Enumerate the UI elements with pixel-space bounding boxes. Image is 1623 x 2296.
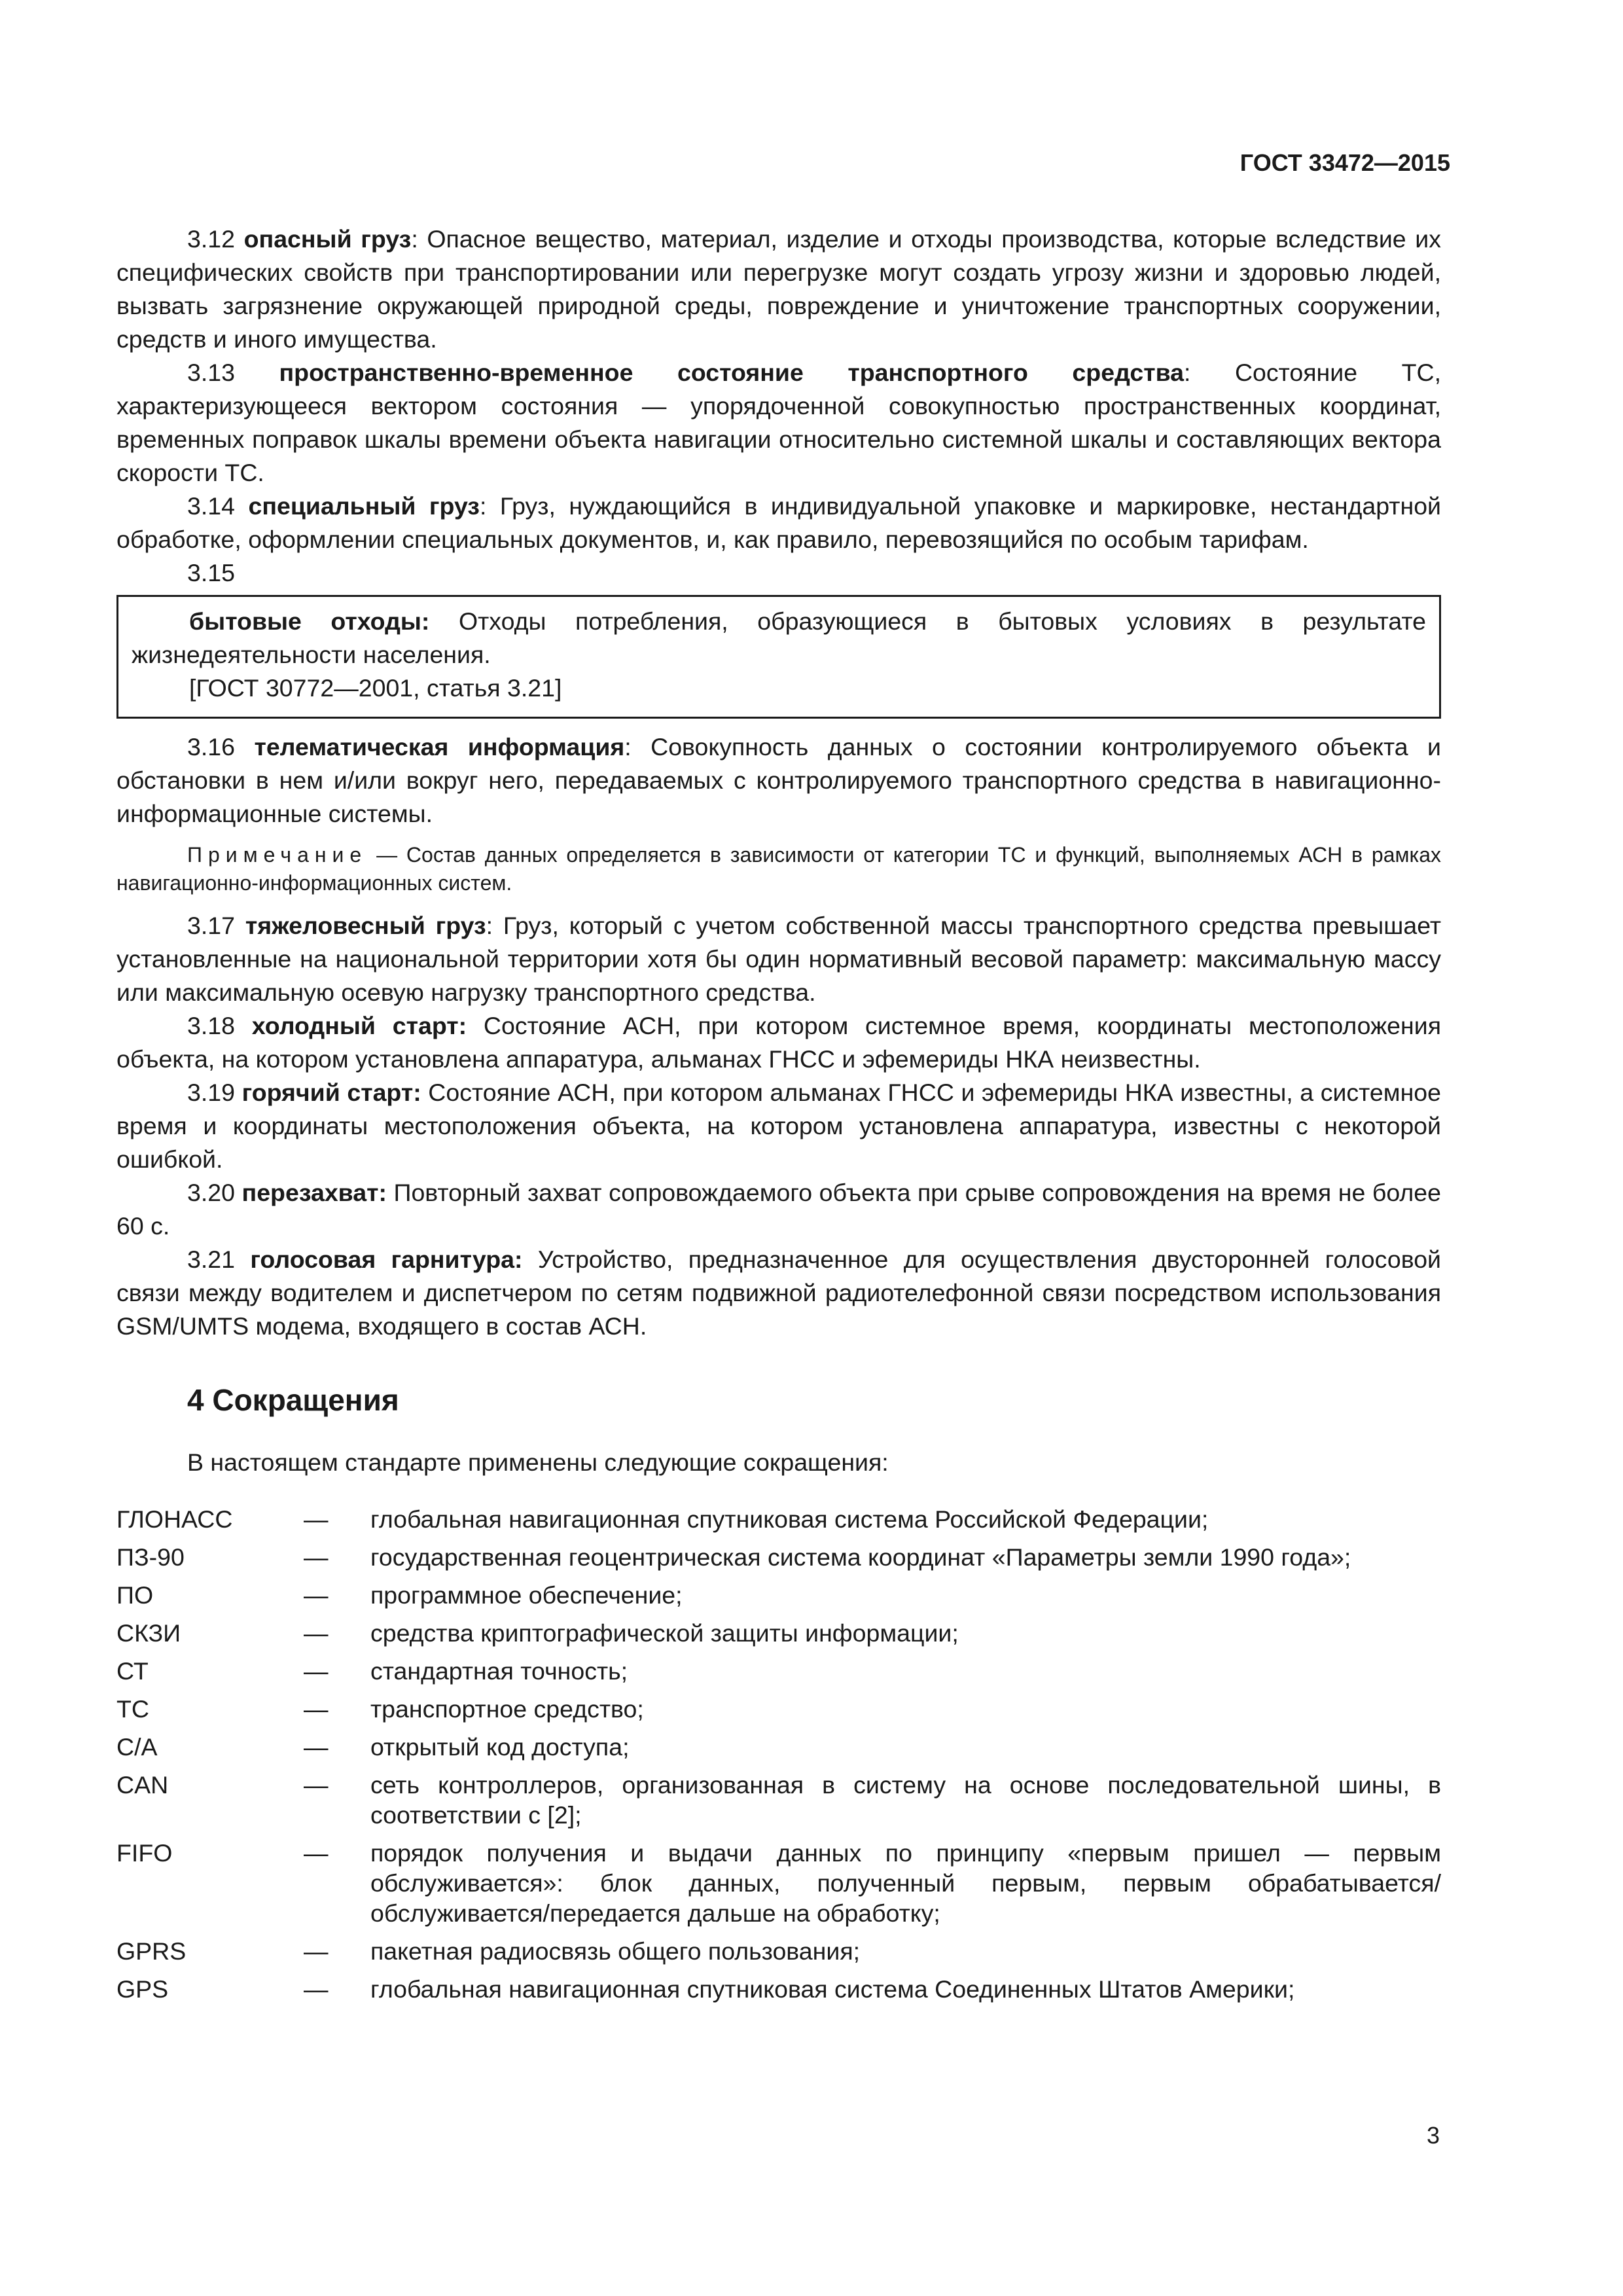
abbreviation: СТ bbox=[116, 1657, 149, 1685]
term-text: Состояние АСН, при котором альманах ГНСС и эфемериды НКА известны, а системное время и координаты местоположения объекта, на котором установлена аппаратура, известны с некоторой ошибкой. bbox=[116, 1079, 1441, 1173]
term-definition bbox=[116, 356, 1441, 490]
term-text: Груз, который с учетом собственной массы транспортного средства превышает установленные на национальной территории хотя бы один нормативный весовой параметр: максимальную массу или максимальную осевую нагрузку транспортного средства. bbox=[116, 912, 1441, 1006]
abbreviation-definition: сеть контроллеров, организованная в систему на основе последовательной шины, в соответствии с [2]; bbox=[370, 1771, 1441, 1829]
term-title: голосовая гарнитура: bbox=[250, 1246, 523, 1273]
term-title: холодный старт: bbox=[251, 1012, 467, 1039]
term-separator: : bbox=[479, 492, 487, 520]
abbreviation: FIFO bbox=[116, 1839, 173, 1867]
abbreviation-dash: — bbox=[304, 1733, 329, 1761]
term-definition-3-15 bbox=[132, 605, 1426, 672]
abbreviation: CAN bbox=[116, 1771, 169, 1799]
abbreviation: СКЗИ bbox=[116, 1619, 181, 1647]
section-title: 4 Сокращения bbox=[187, 1383, 399, 1417]
term-title: телематическая информация bbox=[254, 733, 625, 761]
abbreviation-dash: — bbox=[304, 1505, 329, 1533]
term-definition bbox=[116, 1009, 1441, 1076]
note bbox=[116, 841, 1441, 897]
note-label: Примечание bbox=[187, 843, 368, 867]
abbreviation: GPRS bbox=[116, 1937, 187, 1965]
term-title: специальный груз bbox=[248, 492, 480, 520]
term-separator: : bbox=[1184, 359, 1191, 386]
term-separator: : bbox=[624, 733, 632, 761]
term-definition bbox=[116, 909, 1441, 1009]
term-text: Устройство, предназначенное для осуществления двусторонней голосовой связи между водителем и диспетчером по сетям подвижной радиотелефонной связи посредством использования GSM/UMTS модема, входящего в состав АСН. bbox=[116, 1246, 1441, 1340]
term-definition bbox=[116, 223, 1441, 356]
term-text: Состояние АСН, при котором системное время, координаты местоположения объекта, на котором установлена аппаратура, альманах ГНСС и эфемериды НКА неизвестны. bbox=[116, 1012, 1441, 1073]
term-definition-3-16 bbox=[116, 730, 1441, 831]
term-number: 3.13 bbox=[187, 359, 235, 386]
abbreviation-row bbox=[116, 1838, 1441, 1928]
term-number: 3.19 bbox=[187, 1079, 235, 1106]
terms-group-a bbox=[116, 223, 1441, 556]
term-separator: : bbox=[486, 912, 493, 939]
term-text: Опасное вещество, материал, изделие и отходы производства, которые вследствие их специфических свойств при транспортировании или перегрузке могут создать угрозу жизни и здоровью людей, вызвать загрязнение окружающей природной среды, повреждение и уничтожение транспортных сооружении, средств и иного имущества. bbox=[116, 225, 1441, 353]
abbreviation-definition: средства криптографической защиты информации; bbox=[370, 1619, 959, 1647]
term-title: тяжеловесный груз bbox=[245, 912, 486, 939]
term-definition bbox=[116, 1076, 1441, 1176]
abbreviation-dash: — bbox=[304, 1839, 329, 1867]
abbreviation-dash: — bbox=[304, 1695, 329, 1723]
abbreviation-dash: — bbox=[304, 1657, 329, 1685]
abbreviation-definition: глобальная навигационная спутниковая система Российской Федерации; bbox=[370, 1505, 1209, 1533]
note-text: — Состав данных определяется в зависимости от категории ТС и функций, выполняемых АСН в рамках навигационно-информационных систем. bbox=[116, 843, 1441, 895]
term-number: 3.12 bbox=[187, 225, 235, 253]
definition-source: [ГОСТ 30772—2001, статья 3.21] bbox=[189, 674, 562, 702]
abbreviation-dash: — bbox=[304, 1619, 329, 1647]
abbreviation-row bbox=[116, 1656, 1441, 1686]
abbreviation-dash: — bbox=[304, 1771, 329, 1799]
page-number: 3 bbox=[1426, 2122, 1440, 2149]
abbreviation-row bbox=[116, 1504, 1441, 1534]
term-number-3-15: 3.15 bbox=[187, 559, 235, 586]
abbreviation-definition: открытый код доступа; bbox=[370, 1733, 630, 1761]
abbreviation-row bbox=[116, 1694, 1441, 1724]
abbreviation-definition: государственная геоцентрическая система координат «Параметры земли 1990 года»; bbox=[370, 1543, 1351, 1571]
section-intro: В настоящем стандарте применены следующие сокращения: bbox=[187, 1448, 889, 1476]
term-text: Повторный захват сопровождаемого объекта при срыве сопровождения на время не более 60 с. bbox=[116, 1179, 1441, 1240]
term-number: 3.14 bbox=[187, 492, 235, 520]
term-definition bbox=[116, 1243, 1441, 1343]
quoted-definition-box bbox=[116, 595, 1441, 719]
term-separator: : bbox=[411, 225, 418, 253]
term-number: 3.20 bbox=[187, 1179, 235, 1206]
term-definition bbox=[116, 490, 1441, 556]
abbreviation-definition: транспортное средство; bbox=[370, 1695, 644, 1723]
abbreviation-definition: программное обеспечение; bbox=[370, 1581, 683, 1609]
term-number: 3.17 bbox=[187, 912, 235, 939]
abbreviation: C/A bbox=[116, 1733, 158, 1761]
terms-group-b bbox=[116, 909, 1441, 1343]
abbreviation-row bbox=[116, 1770, 1441, 1830]
term-number: 3.21 bbox=[187, 1246, 235, 1273]
abbreviation-dash: — bbox=[304, 1543, 329, 1571]
abbreviation-dash: — bbox=[304, 1937, 329, 1965]
abbreviation-definition: порядок получения и выдачи данных по принципу «первым пришел — первым обслуживается»: блок данных, полученный первым, первым обрабатывается/обслуживается/передается дальше на обработку; bbox=[370, 1839, 1441, 1927]
abbreviation: ТС bbox=[116, 1695, 149, 1723]
page-content bbox=[116, 223, 1441, 2012]
term-title: опасный груз bbox=[243, 225, 412, 253]
term-title: пространственно-временное состояние транспортного средства bbox=[279, 359, 1184, 386]
abbreviation-row bbox=[116, 1974, 1441, 2004]
abbreviation-row bbox=[116, 1542, 1441, 1572]
term-title: бытовые отходы: bbox=[189, 607, 430, 635]
term-number: 3.18 bbox=[187, 1012, 235, 1039]
abbreviation-row bbox=[116, 1618, 1441, 1648]
abbreviation-definition: пакетная радиосвязь общего пользования; bbox=[370, 1937, 861, 1965]
term-text: Отходы потребления, образующиеся в бытовых условиях в результате жизнедеятельности населения. bbox=[132, 607, 1427, 668]
abbreviation-row bbox=[116, 1936, 1441, 1966]
term-text: Совокупность данных о состоянии контролируемого объекта и обстановки в нем и/или вокруг него, передаваемых с контролируемого транспортного средства в навигационно-информационные системы. bbox=[116, 733, 1441, 827]
term-title: горячий старт: bbox=[241, 1079, 421, 1106]
abbreviation-row bbox=[116, 1732, 1441, 1762]
abbreviation-list bbox=[116, 1504, 1441, 2004]
abbreviation-dash: — bbox=[304, 1581, 329, 1609]
term-definition bbox=[116, 1176, 1441, 1243]
abbreviation: GPS bbox=[116, 1975, 169, 2003]
abbreviation: ПО bbox=[116, 1581, 154, 1609]
term-text: Груз, нуждающийся в индивидуальной упаковке и маркировке, нестандартной обработке, оформлении специальных документов, и, как правило, перевозящийся по особым тарифам. bbox=[116, 492, 1441, 553]
abbreviation-row bbox=[116, 1580, 1441, 1610]
document-number-header: ГОСТ 33472—2015 bbox=[1240, 149, 1450, 176]
abbreviation-dash: — bbox=[304, 1975, 329, 2003]
term-text: Состояние ТС, характеризующееся вектором состояния — упорядоченной совокупностью пространственных координат, временных поправок шкалы времени объекта навигации относительно системной шкалы и составляющих вектора скорости ТС. bbox=[116, 359, 1441, 486]
abbreviation: ПЗ-90 bbox=[116, 1543, 185, 1571]
abbreviation: ГЛОНАСС bbox=[116, 1505, 233, 1533]
term-title: перезахват: bbox=[241, 1179, 387, 1206]
term-number: 3.16 bbox=[187, 733, 235, 761]
abbreviation-definition: стандартная точность; bbox=[370, 1657, 628, 1685]
abbreviation-definition: глобальная навигационная спутниковая система Соединенных Штатов Америки; bbox=[370, 1975, 1295, 2003]
